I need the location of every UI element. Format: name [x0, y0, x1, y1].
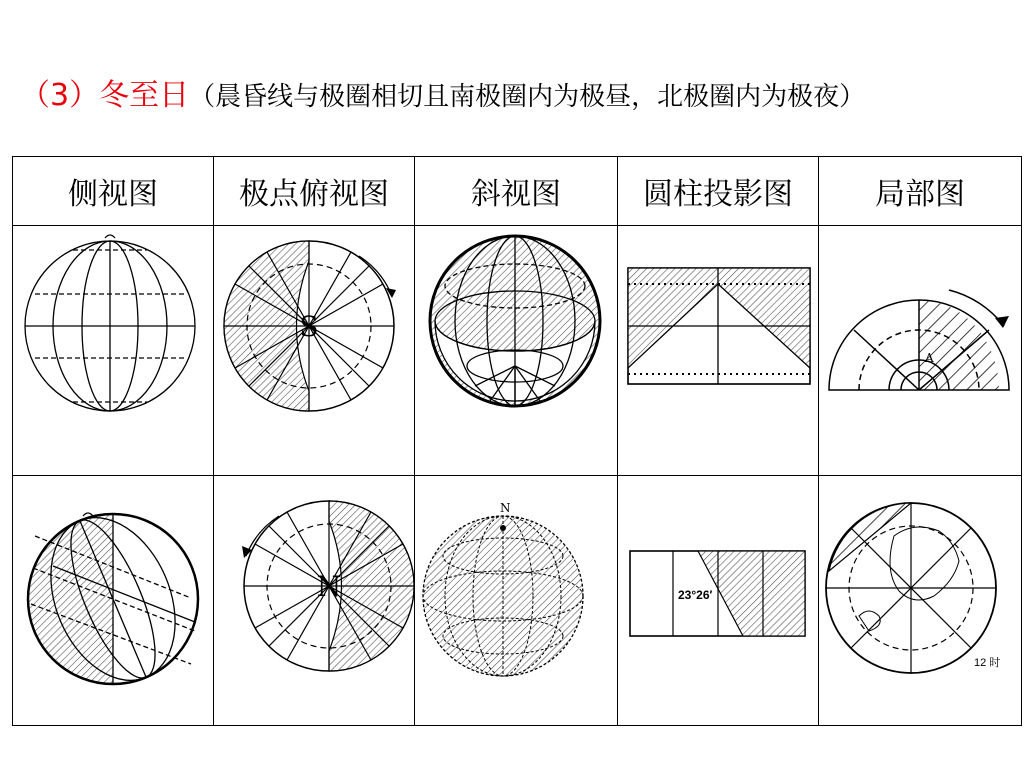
cylinder-projection-2 — [618, 476, 818, 725]
south-polar-view — [214, 226, 414, 475]
comparison-table — [12, 156, 1022, 726]
cell-cylinder-view-2 — [618, 476, 819, 726]
header-oblique-view: 斜视图 — [415, 157, 618, 226]
title-main: 冬至日 — [99, 78, 190, 113]
oblique-north-label: N — [500, 501, 511, 515]
rotation-arrow-icon — [995, 316, 1009, 328]
north-polar-view — [214, 476, 414, 725]
cell-local-view-2 — [819, 476, 1022, 726]
title-number: （3） — [20, 78, 100, 113]
header-side-view: 侧视图 — [13, 157, 214, 226]
local-view-2 — [819, 476, 1021, 725]
local-hour-label: 12 时 — [974, 657, 1001, 669]
oblique-globe-2 — [415, 476, 617, 725]
title-note: （晨昏线与极圈相切且南极圈内为极昼，北极圈内为极夜） — [189, 82, 866, 112]
cell-polar-view-2 — [214, 476, 415, 726]
header-polar-view: 极点俯视图 — [214, 157, 415, 226]
cylinder-projection-1 — [618, 226, 818, 475]
cell-polar-view-1 — [214, 226, 415, 476]
oblique-globe-1 — [415, 226, 617, 475]
south-pole-label: S — [299, 310, 319, 343]
cell-oblique-view-2 — [415, 476, 618, 726]
cell-cylinder-view-1 — [618, 226, 819, 476]
page-title — [20, 70, 865, 114]
local-view-1 — [819, 226, 1021, 475]
cell-local-view-1 — [819, 226, 1022, 476]
header-row — [13, 157, 1022, 226]
figure-row-2 — [13, 476, 1022, 726]
cell-side-view-1 — [13, 226, 214, 476]
local-point-label: A — [925, 351, 934, 365]
header-local-view: 局部图 — [819, 157, 1022, 226]
side-view-globe-2 — [13, 476, 213, 725]
north-pole-label: N — [316, 570, 342, 603]
figure-row-1 — [13, 226, 1022, 476]
cell-oblique-view-1 — [415, 226, 618, 476]
header-cylinder-projection: 圆柱投影图 — [618, 157, 819, 226]
side-view-globe-1 — [13, 226, 213, 475]
cell-side-view-2 — [13, 476, 214, 726]
latitude-label: 23°26′ — [678, 588, 713, 602]
